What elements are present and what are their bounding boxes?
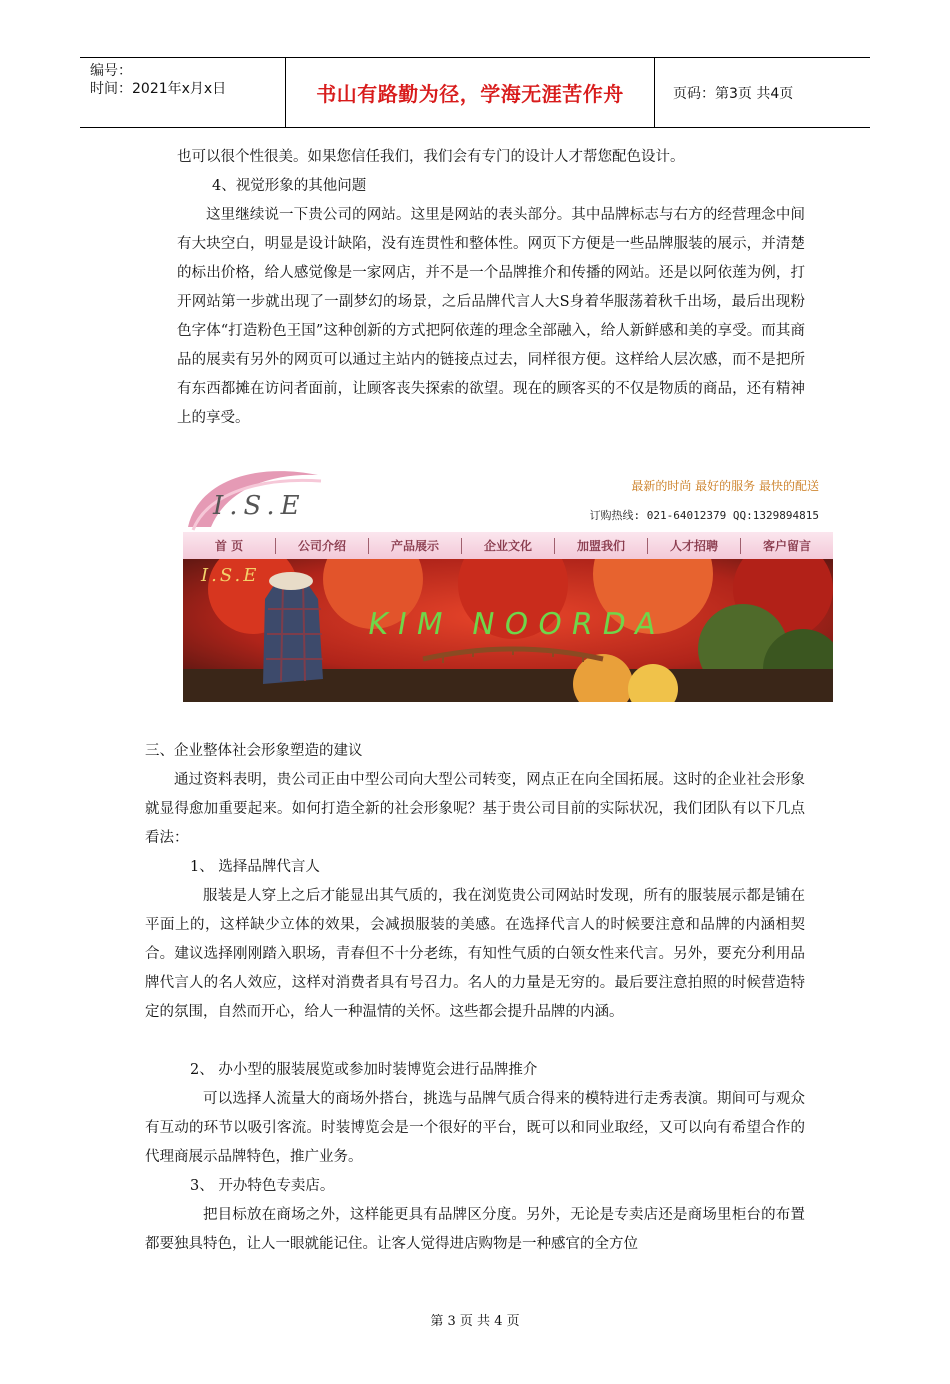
banner-nav	[183, 532, 833, 559]
paragraph-continuation: 也可以很个性很美。如果您信任我们，我们会有专门的设计人才帮您配色设计。	[177, 149, 685, 165]
header-motto: 书山有路勤为径，学海无涯苦作舟	[286, 58, 655, 127]
nav-item-messages[interactable]: 客户留言	[762, 539, 811, 553]
section3-intro-paragraph: 通过资料表明，贵公司正由中型公司向大型公司转变，网点正在向全国拓展。这时的企业社会形象就显得愈加重要起来。如何打造全新的社会形象呢？基于贵公司目前的实际状况，我们团队有以下几点看法：	[145, 772, 805, 846]
section4-heading: 4、视觉形象的其他问题	[212, 178, 367, 194]
section4-paragraph: 这里继续说一下贵公司的网站。这里是网站的表头部分。其中品牌标志与右方的经营理念中间有大块空白，明显是设计缺陷，没有连贯性和整体性。网页下方便是一些品牌服装的展示，并清楚的标出价格，给人感觉像是一家网店，并不是一个品牌推介和传播的网站。还是以阿依莲为例，打开网站第一步就出现了一副梦幻的场景，之后品牌代言人大S身着华服荡着秋千出场，最后出现粉色字体“打造粉色王国”这种创新的方式把阿依莲的理念全部融入，给人新鲜感和美的享受。而其商品的展卖有另外的网页可以通过主站内的链接点过去，同样很方便。这样给人层次感，而不是把所有东西都摊在访问者面前，让顾客丧失探索的欲望。现在的顾客买的不仅是物质的商品，还有精神上的享受。	[177, 207, 805, 426]
page-header	[80, 57, 870, 128]
page-footer: 第 3 页 共 4 页	[430, 1314, 520, 1329]
time-label: 时间：2021年x月x日	[90, 81, 227, 97]
logo-arc	[183, 467, 323, 532]
item2-heading: 2、 办小型的服装展览或参加时装博览会进行品牌推介	[190, 1062, 538, 1078]
photo-logo: I.S.E	[201, 565, 260, 586]
nav-item-about[interactable]: 公司介绍	[297, 539, 346, 553]
item1-paragraph: 服装是人穿上之后才能显出其气质的，我在浏览贵公司网站时发现，所有的服装展示都是铺在平面上的，这样缺少立体的效果，会减损服装的美感。在选择代言人的时候要注意和品牌的内涵相契合。建议选择刚刚踏入职场，青春但不十分老练，有知性气质的白领女性来代言。另外，要充分利用品牌代言人的名人效应，这样对消费者具有号召力。名人的力量是无穷的。最后要注意拍照的时候营造特定的氛围，自然而开心，给人一种温情的关怀。这些都会提升品牌的内涵。	[145, 888, 805, 1020]
banner-hotline: 订购热线: 021-64012379 QQ:1329894815	[589, 509, 819, 522]
item2-paragraph: 可以选择人流量大的商场外搭台，挑选与品牌气质合得来的模特进行走秀表演。期间可与观众有互动的环节以吸引客流。时装博览会是一个很好的平台，既可以和同业取经，又可以向有希望合作的代理商展示品牌特色，推广业务。	[145, 1091, 805, 1165]
item2-body	[145, 1085, 805, 1172]
banner-header	[183, 467, 833, 532]
logo-text: I.S.E	[213, 491, 306, 521]
website-banner-image	[183, 467, 833, 702]
item1-heading: 1、 选择品牌代言人	[190, 859, 320, 875]
item3-paragraph: 把目标放在商场之外，这样能更具有品牌区分度。另外，无论是专卖店还是商场里柜台的布置都要独具特色，让人一眼就能记住。让客人觉得进店购物是一种感官的全方位	[145, 1207, 805, 1252]
nav-item-home[interactable]: 首 页	[214, 539, 244, 553]
header-page-info	[665, 58, 870, 127]
page-info-text: 页码：第3页 共4页	[673, 85, 794, 102]
item3-heading: 3、 开办特色专卖店。	[190, 1178, 335, 1194]
photo-caption: KIM NOORDA	[364, 607, 669, 642]
banner-photo	[183, 559, 833, 702]
item3-body	[145, 1201, 805, 1259]
text-block-top	[177, 143, 805, 172]
number-label: 编号：	[90, 63, 132, 79]
nav-item-join[interactable]: 加盟我们	[576, 539, 625, 553]
nav-item-products[interactable]: 产品展示	[390, 539, 439, 553]
section3-heading: 三、企业整体社会形象塑造的建议	[145, 743, 363, 759]
item1-body	[145, 882, 805, 1027]
section4-body	[177, 201, 805, 433]
header-meta	[80, 58, 286, 127]
banner-slogan: 最新的时尚 最好的服务 最快的配送	[631, 479, 819, 493]
nav-item-culture[interactable]: 企业文化	[483, 539, 532, 553]
section3-intro	[145, 766, 805, 853]
nav-item-jobs[interactable]: 人才招聘	[669, 539, 718, 553]
